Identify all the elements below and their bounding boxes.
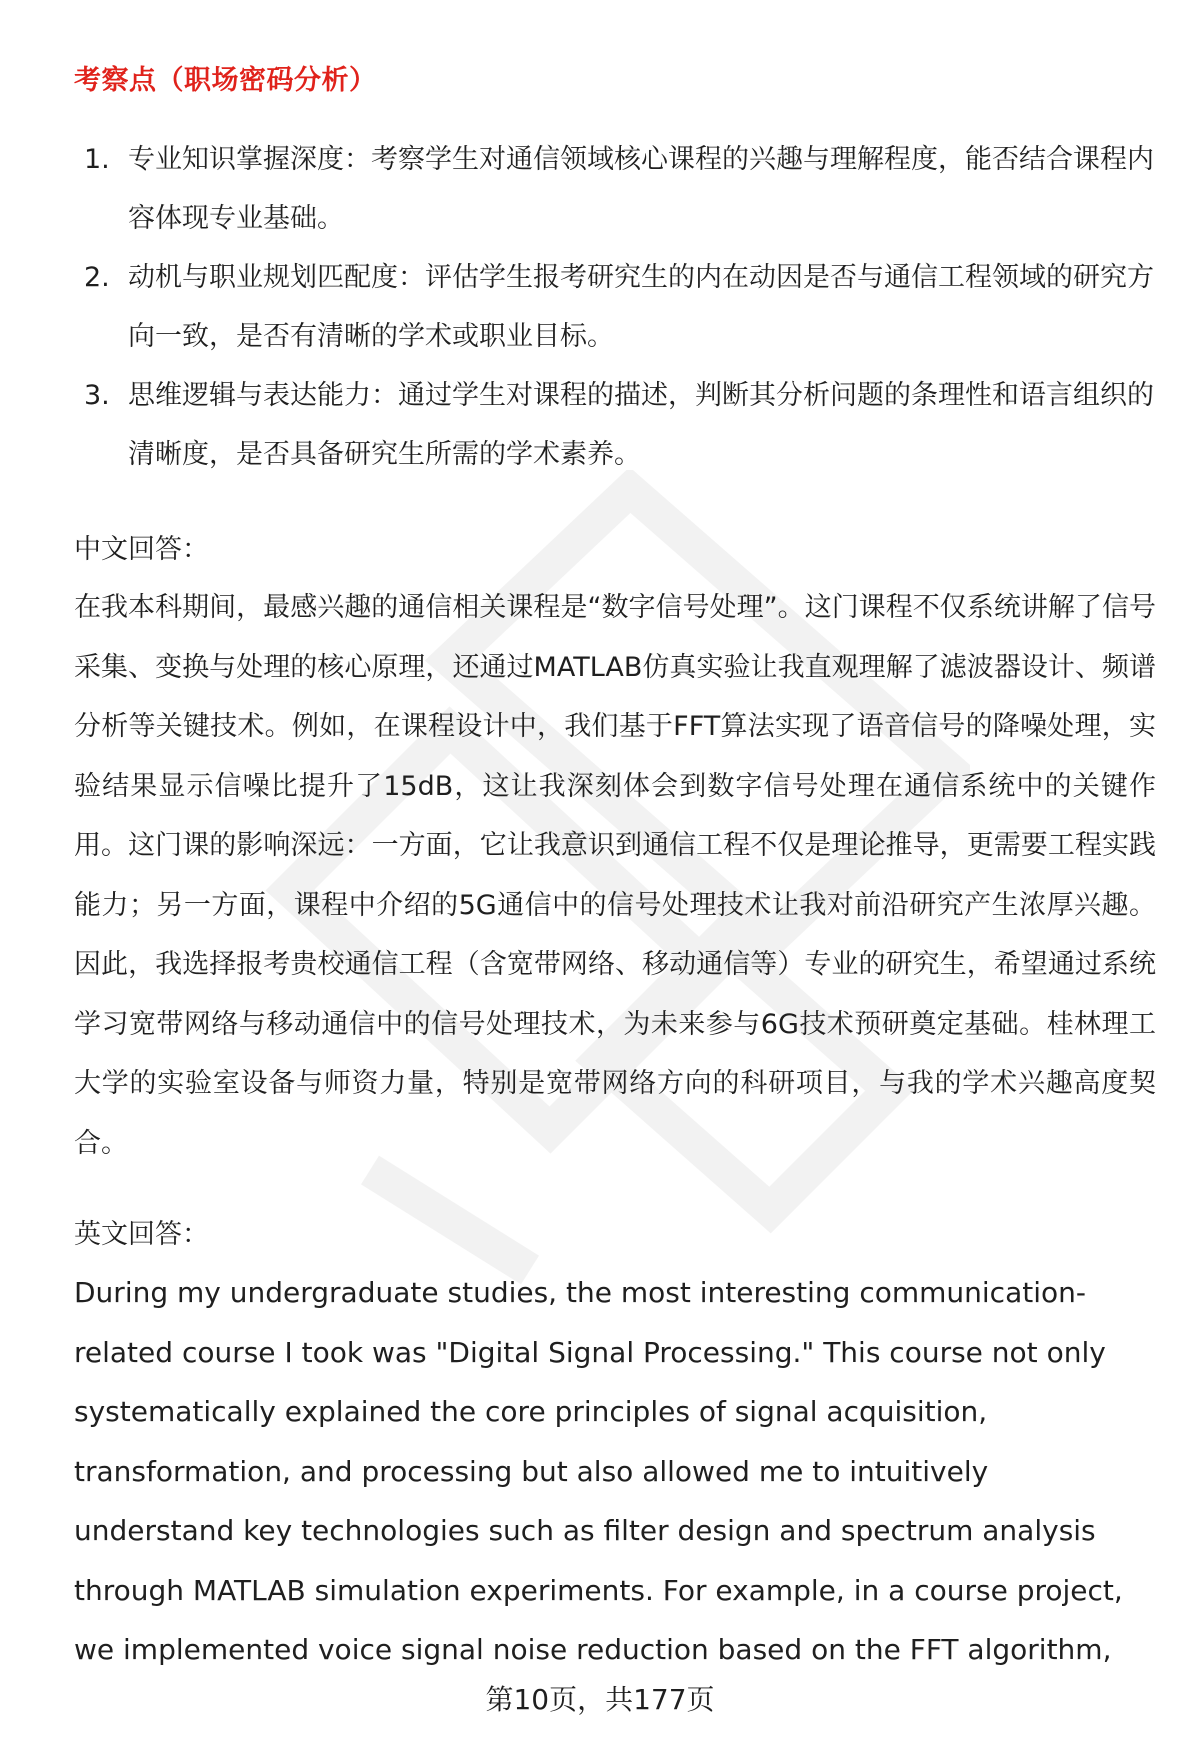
- page-number-footer: 第10页，共177页: [485, 1683, 715, 1716]
- english-answer-text: During my undergraduate studies, the most interesting communication-related course I took was "Digital Signal Processing." This course not only systematically explained the core principles of signal acquisition, transformation, and processing but also allowed me to intuitively understand key technologies such as filter design and spectrum analysis through MATLAB simulation experiments. For example, in a course project, we implemented voice signal noise reduction based on the FFT algorithm,: [74, 1276, 1123, 1666]
- english-answer-label: 英文回答：: [74, 1219, 209, 1250]
- analysis-point: [74, 130, 1154, 248]
- analysis-point: [74, 248, 1154, 366]
- point-number: 1.: [84, 144, 110, 175]
- analysis-points-list: [74, 130, 1154, 484]
- point-text: 思维逻辑与表达能力：通过学生对课程的描述，判断其分析问题的条理性和语言组织的清晰度，是否具备研究生所需的学术素养。: [128, 380, 1154, 470]
- chinese-answer-label: 中文回答：: [74, 534, 209, 565]
- point-number: 2.: [84, 262, 110, 293]
- analysis-heading: 考察点（职场密码分析）: [74, 65, 377, 96]
- point-number: 3.: [84, 380, 110, 411]
- point-text: 动机与职业规划匹配度：评估学生报考研究生的内在动因是否与通信工程领域的研究方向一致，是否有清晰的学术或职业目标。: [128, 262, 1154, 352]
- analysis-point: [74, 366, 1154, 484]
- chinese-answer-text: 在我本科期间，最感兴趣的通信相关课程是“数字信号处理”。这门课程不仅系统讲解了信号采集、变换与处理的核心原理，还通过MATLAB仿真实验让我直观理解了滤波器设计、频谱分析等关键技术。例如，在课程设计中，我们基于FFT算法实现了语音信号的降噪处理，实验结果显示信噪比提升了15dB，这让我深刻体会到数字信号处理在通信系统中的关键作用。这门课的影响深远：一方面，它让我意识到通信工程不仅是理论推导，更需要工程实践能力；另一方面，课程中介绍的5G通信中的信号处理技术让我对前沿研究产生浓厚兴趣。因此，我选择报考贵校通信工程（含宽带网络、移动通信等）专业的研究生，希望通过系统学习宽带网络与移动通信中的信号处理技术，为未来参与6G技术预研奠定基础。桂林理工大学的实验室设备与师资力量，特别是宽带网络方向的科研项目，与我的学术兴趣高度契合。: [74, 592, 1156, 1159]
- point-text: 专业知识掌握深度：考察学生对通信领域核心课程的兴趣与理解程度，能否结合课程内容体现专业基础。: [128, 144, 1154, 234]
